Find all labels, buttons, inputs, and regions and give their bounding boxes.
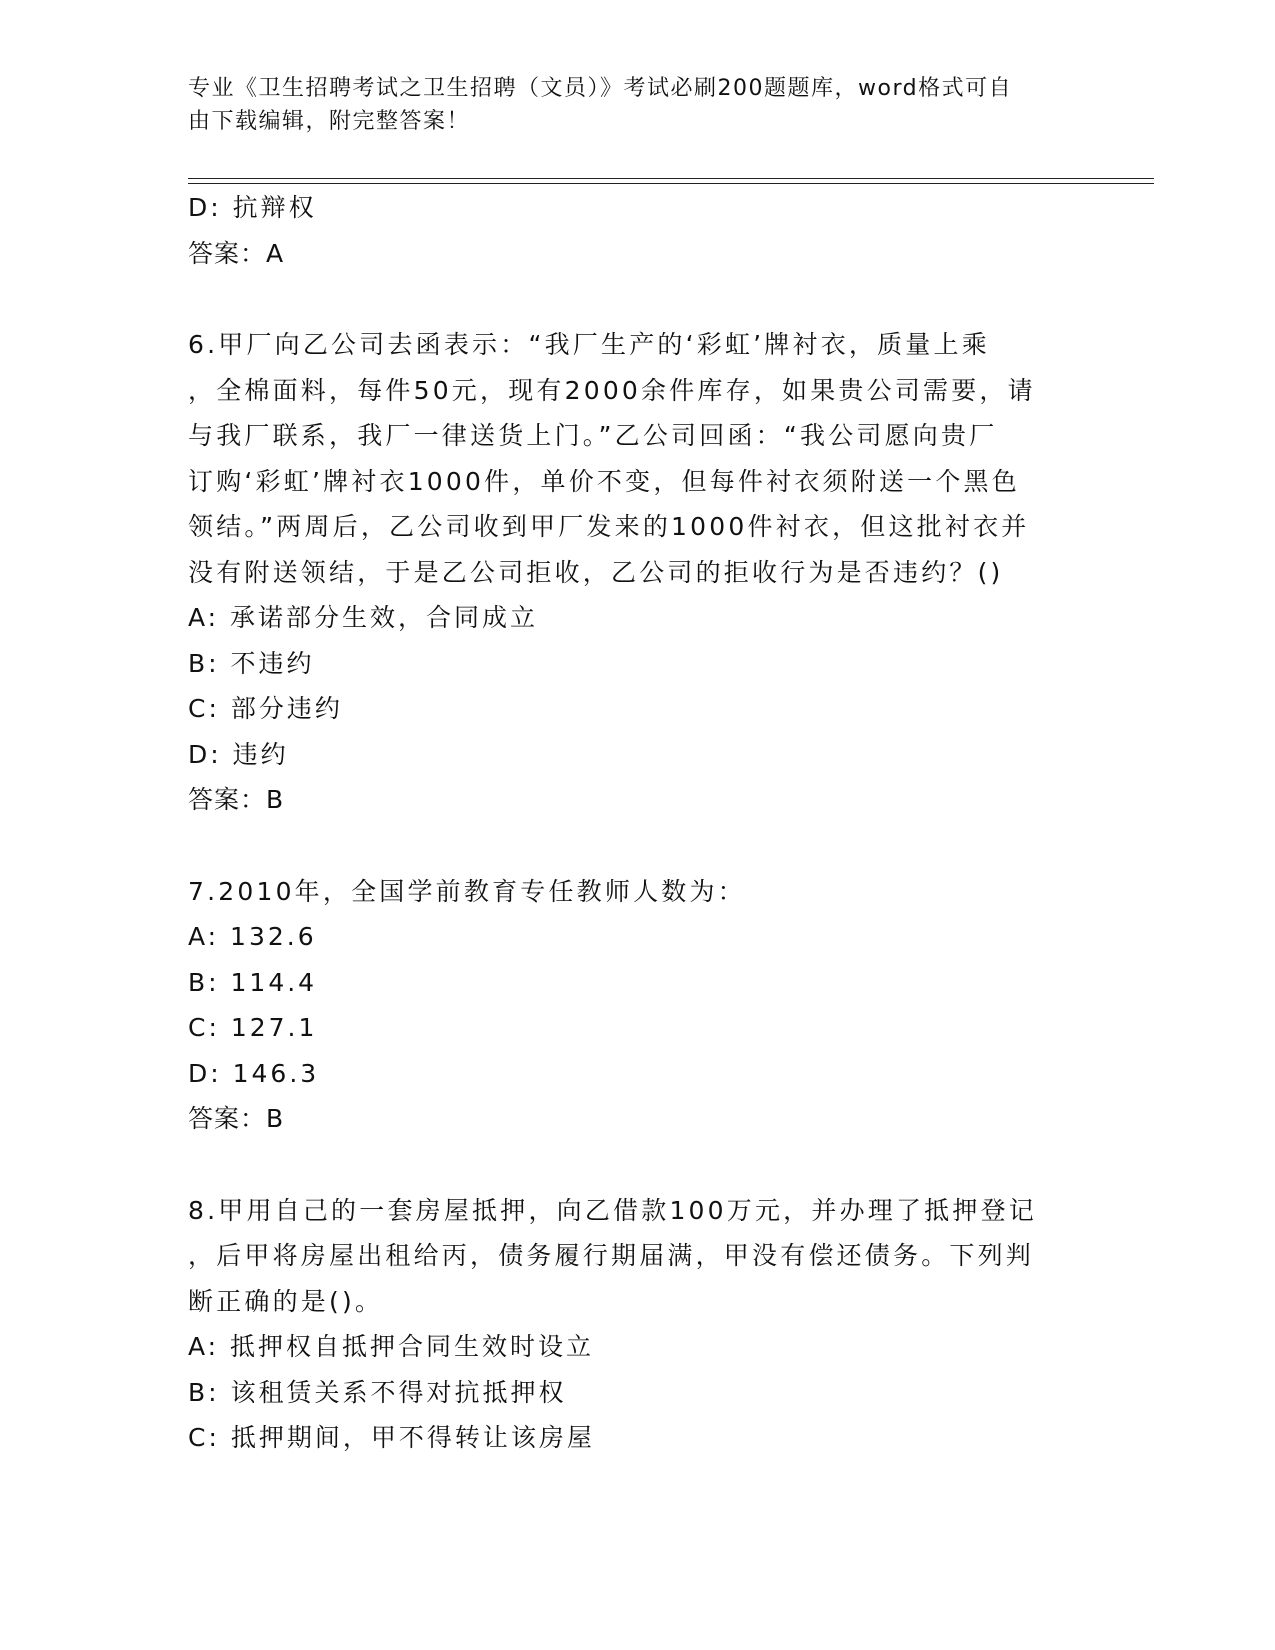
document-body (188, 185, 1088, 1461)
answer-line: 答案：A (188, 238, 285, 268)
option-a: A: 132.6 (188, 922, 317, 951)
answer-line: 答案：B (188, 1104, 285, 1133)
stem-line: ，全棉面料，每件50元，现有2000余件库存，如果贵公司需要，请 (188, 375, 1036, 405)
spacer (188, 276, 1088, 322)
stem-line: 订购‘彩虹’牌衬衣1000件，单价不变，但每件衬衣须附送一个黑色 (188, 466, 1020, 496)
question-6 (188, 322, 1088, 823)
option-d: D: 抗辩权 (188, 193, 317, 222)
answer-line: 答案：B (188, 785, 285, 814)
stem-line: 7.2010年，全国学前教育专任教师人数为： (188, 876, 746, 906)
question-stem (188, 1188, 1088, 1325)
stem-line: 领结。”两周后，乙公司收到甲厂发来的1000件衬衣，但这批衬衣并 (188, 512, 1030, 541)
option-c: C: 127.1 (188, 1013, 318, 1042)
previous-question-tail (188, 185, 1088, 276)
option-b: B: 114.4 (188, 967, 318, 997)
stem-line: 6.甲厂向乙公司去函表示：“我厂生产的‘彩虹’牌衬衣，质量上乘 (188, 330, 990, 359)
spacer (188, 823, 1088, 869)
option-b: B: 不违约 (188, 648, 315, 678)
document-header (188, 72, 1068, 138)
header-divider (188, 178, 1154, 184)
question-stem (188, 869, 1088, 915)
option-c: C: 抵押期间，甲不得转让该房屋 (188, 1423, 595, 1452)
question-8 (188, 1188, 1088, 1461)
question-stem (188, 322, 1088, 595)
question-7 (188, 869, 1088, 1142)
option-a: A: 抵押权自抵押合同生效时设立 (188, 1332, 595, 1361)
header-line-1: 专业《卫生招聘考试之卫生招聘（文员）》考试必刷200题题库，word格式可自 (188, 76, 1013, 101)
spacer (188, 1142, 1088, 1188)
stem-line: 没有附送领结，于是乙公司拒收，乙公司的拒收行为是否违约？() (188, 557, 1004, 587)
option-a: A: 承诺部分生效，合同成立 (188, 603, 539, 632)
option-d: D: 146.3 (188, 1058, 320, 1088)
option-b: B: 该租赁关系不得对抗抵押权 (188, 1377, 567, 1407)
stem-line: 与我厂联系，我厂一律送货上门。”乙公司回函：“我公司愿向贵厂 (188, 421, 998, 450)
header-line-2: 由下载编辑，附完整答案！ (188, 109, 471, 134)
option-d: D: 违约 (188, 739, 289, 769)
option-c: C: 部分违约 (188, 694, 343, 723)
stem-line: 8.甲用自己的一套房屋抵押，向乙借款100万元，并办理了抵押登记 (188, 1195, 1037, 1225)
stem-line: ，后甲将房屋出租给丙，债务履行期届满，甲没有偿还债务。下列判 (188, 1241, 1035, 1270)
stem-line: 断正确的是()。 (188, 1286, 384, 1316)
